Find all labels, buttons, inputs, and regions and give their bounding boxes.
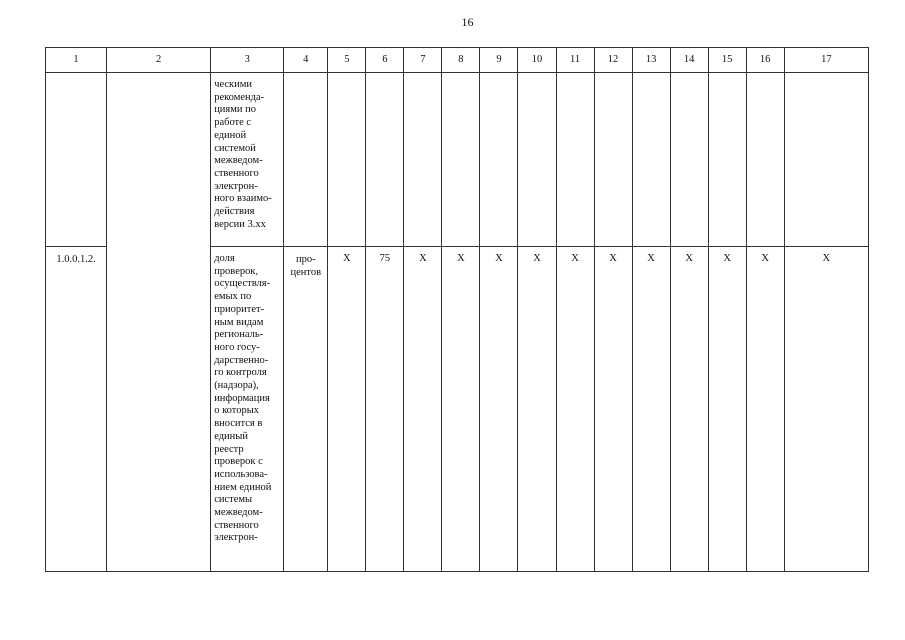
row-description-cell	[211, 73, 284, 247]
column-header: 1	[46, 48, 107, 73]
column-header: 12	[594, 48, 632, 73]
value-cell	[784, 73, 868, 247]
column-header-row	[46, 48, 869, 73]
column-header: 15	[708, 48, 746, 73]
value-cell	[404, 247, 442, 572]
value-cell	[442, 73, 480, 247]
column-header: 3	[211, 48, 284, 73]
page-number: 16	[461, 15, 474, 29]
value-cell	[556, 247, 594, 572]
row-description-cell	[211, 247, 284, 572]
value-cell	[746, 247, 784, 572]
value-cell	[518, 73, 556, 247]
column-header: 4	[284, 48, 328, 73]
value-cell	[784, 247, 868, 572]
column-header: 6	[366, 48, 404, 73]
value-col-17: X	[822, 253, 831, 264]
value-col-13: X	[647, 253, 655, 264]
value-cell	[404, 73, 442, 247]
column-2-merged-cell	[107, 73, 211, 572]
value-cell	[366, 73, 404, 247]
row-description: ческими рекоменда- циями по работе с единой системой межведом- ственного электрон- ного взаимо- действия версии 3.хх	[214, 79, 272, 230]
value-cell	[670, 73, 708, 247]
column-header: 13	[632, 48, 670, 73]
table-row	[46, 73, 869, 247]
value-cell	[708, 247, 746, 572]
column-header: 2	[107, 48, 211, 73]
row-description: доля проверок, осуществля- емых по приоритет- ным видам региональ- ного госу- дарственно- го контроля (надзора), информация о которых вносится в единый реестр проверок с использова- нием единой системы межведом- ственного электрон-	[214, 253, 272, 544]
value-col-16: X	[761, 253, 769, 264]
row-unit	[284, 73, 327, 80]
row-unit-cell	[284, 73, 328, 247]
value-cell	[594, 73, 632, 247]
column-header: 10	[518, 48, 556, 73]
row-unit-cell	[284, 247, 328, 572]
value-col-7: X	[419, 253, 427, 264]
row-code: 1.0.0.1.2.	[56, 254, 96, 265]
row-code-cell	[46, 73, 107, 247]
value-cell	[708, 73, 746, 247]
value-cell	[480, 73, 518, 247]
column-header: 17	[784, 48, 868, 73]
column-header: 7	[404, 48, 442, 73]
value-cell	[746, 73, 784, 247]
value-col-11: X	[571, 253, 579, 264]
value-col-14: X	[685, 253, 693, 264]
value-cell	[366, 247, 404, 572]
row-unit: про- центов	[290, 254, 322, 278]
value-col-5: X	[343, 253, 351, 264]
column-header: 5	[328, 48, 366, 73]
value-cell	[594, 247, 632, 572]
value-cell	[632, 247, 670, 572]
value-cell	[442, 247, 480, 572]
document-table	[45, 47, 869, 572]
value-cell	[632, 73, 670, 247]
value-col-10: X	[533, 253, 541, 264]
value-cell	[670, 247, 708, 572]
value-col-6: 75	[379, 253, 391, 264]
value-col-8: X	[457, 253, 465, 264]
value-cell	[480, 247, 518, 572]
value-cell	[328, 247, 366, 572]
value-col-15: X	[723, 253, 731, 264]
value-cell	[518, 247, 556, 572]
row-code	[46, 73, 106, 80]
value-col-12: X	[609, 253, 617, 264]
column-header: 8	[442, 48, 480, 73]
column-header: 16	[746, 48, 784, 73]
column-header: 11	[556, 48, 594, 73]
column-header: 9	[480, 48, 518, 73]
value-col-9: X	[495, 253, 503, 264]
value-cell	[556, 73, 594, 247]
column-header: 14	[670, 48, 708, 73]
value-cell	[328, 73, 366, 247]
row-code-cell	[46, 247, 107, 572]
